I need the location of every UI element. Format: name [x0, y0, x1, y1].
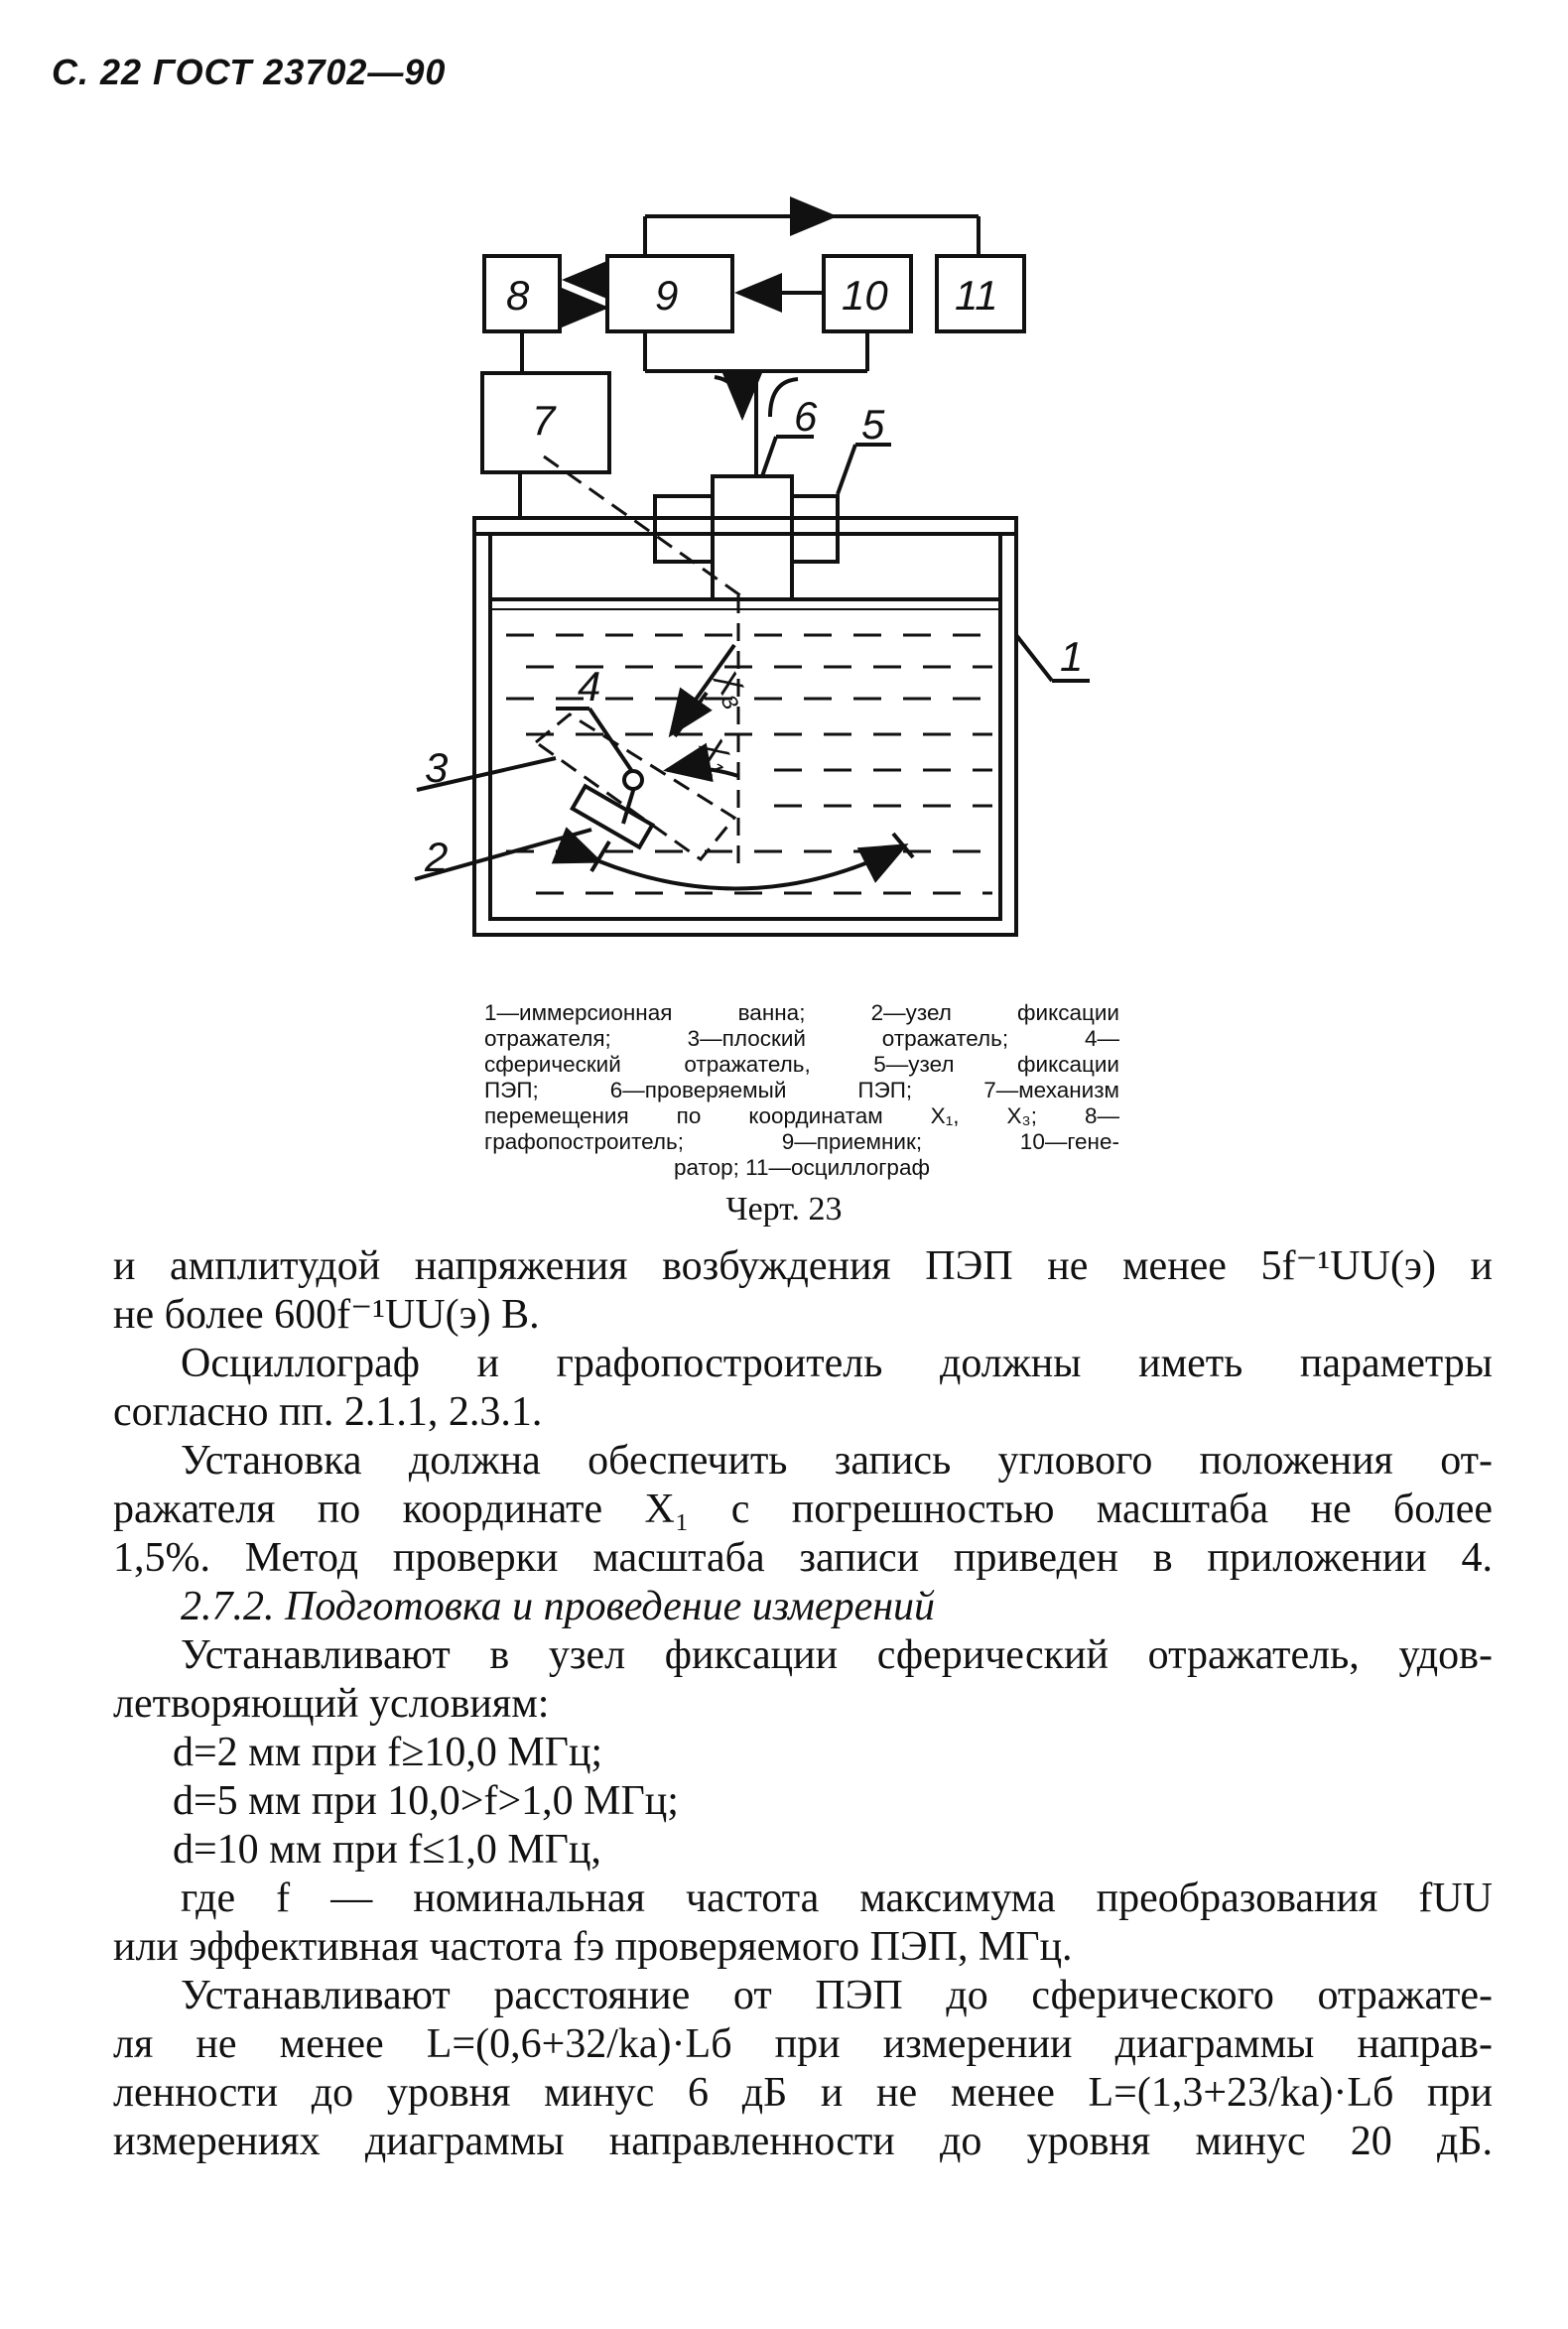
condition-line: d=2 мм при f≥10,0 МГц;: [173, 1730, 603, 1775]
text-line: Осциллограф и графопостроитель должны иметь параметры: [181, 1341, 1493, 1386]
figure-title: Черт. 23: [725, 1191, 843, 1228]
callout-1: 1: [1060, 633, 1084, 680]
text-line: ля не менее L=(0,6+32/ka)·Lб при измерении диаграммы направ-: [113, 2021, 1493, 2067]
text-line: 1,5%. Метод проверки масштаба записи приведен в приложении 4.: [113, 1535, 1493, 1581]
text-line: измерениях диаграммы направленности до уровня минус 20 дБ.: [113, 2119, 1493, 2164]
block-label-11: 11: [955, 272, 998, 319]
text-line: Устанавливают в узел фиксации сферический отражатель, удов-: [181, 1632, 1493, 1678]
legend-line: 1—иммерсионная ванна; 2—узел фиксации: [484, 1000, 1119, 1025]
figure-legend: [484, 1000, 1119, 1181]
callout-4: 4: [578, 663, 601, 710]
legend-line: сферический отражатель, 5—узел фиксации: [484, 1052, 1119, 1077]
axis-label-x3: X₃: [706, 664, 757, 714]
callout-6: 6: [794, 393, 818, 440]
block-label-9: 9: [655, 272, 679, 319]
axis-label-x1: X₁: [692, 731, 741, 779]
text-line: ражателя по координате X₁ с погрешностью масштаба не более: [113, 1487, 1493, 1532]
legend-line: отражателя; 3—плоский отражатель; 4—: [484, 1026, 1119, 1051]
text-line: или эффективная частота fэ проверяемого ПЭП, МГц.: [113, 1924, 1073, 1970]
condition-line: d=5 мм при 10,0>f>1,0 МГц;: [173, 1778, 679, 1824]
block-label-8: 8: [506, 272, 530, 319]
transducer: [713, 476, 792, 599]
legend-line: перемещения по координатам X₁, X₃; 8—: [484, 1103, 1119, 1128]
text-line: не более 600f⁻¹UU(э) В.: [113, 1292, 540, 1338]
block-label-7: 7: [532, 397, 556, 444]
text-line: летворяющий условиям:: [113, 1681, 550, 1727]
spherical-reflector: [624, 771, 642, 789]
text-line: где f — номинальная частота максимума преобразования fUU: [181, 1876, 1493, 1921]
page-header: С. 22 ГОСТ 23702—90: [52, 52, 447, 92]
callout-2: 2: [425, 834, 449, 880]
section-heading: 2.7.2. Подготовка и проведение измерений: [181, 1584, 936, 1629]
callout-5: 5: [861, 401, 885, 448]
text-line: ленности до уровня минус 6 дБ и не менее L=(1,3+23/ka)·Lб при: [113, 2070, 1493, 2116]
body-text: [113, 1242, 1493, 2166]
condition-line: d=10 мм при f≤1,0 МГц,: [173, 1827, 601, 1873]
text-line: Установка должна обеспечить запись углового положения от-: [181, 1438, 1493, 1484]
block-label-10: 10: [842, 272, 888, 319]
legend-line: ратор; 11—осциллограф: [674, 1155, 930, 1180]
text-line: согласно пп. 2.1.1, 2.3.1.: [113, 1389, 543, 1435]
text-line: и амплитудой напряжения возбуждения ПЭП не менее 5f⁻¹UU(э) и: [113, 1243, 1493, 1289]
text-line: Устанавливают расстояние от ПЭП до сферического отражате-: [181, 1973, 1493, 2018]
callout-3: 3: [425, 744, 449, 791]
legend-line: ПЭП; 6—проверяемый ПЭП; 7—механизм: [484, 1078, 1119, 1102]
measurement-setup-diagram: [0, 0, 1568, 992]
legend-line: графопостроитель; 9—приемник; 10—гене-: [484, 1129, 1119, 1154]
